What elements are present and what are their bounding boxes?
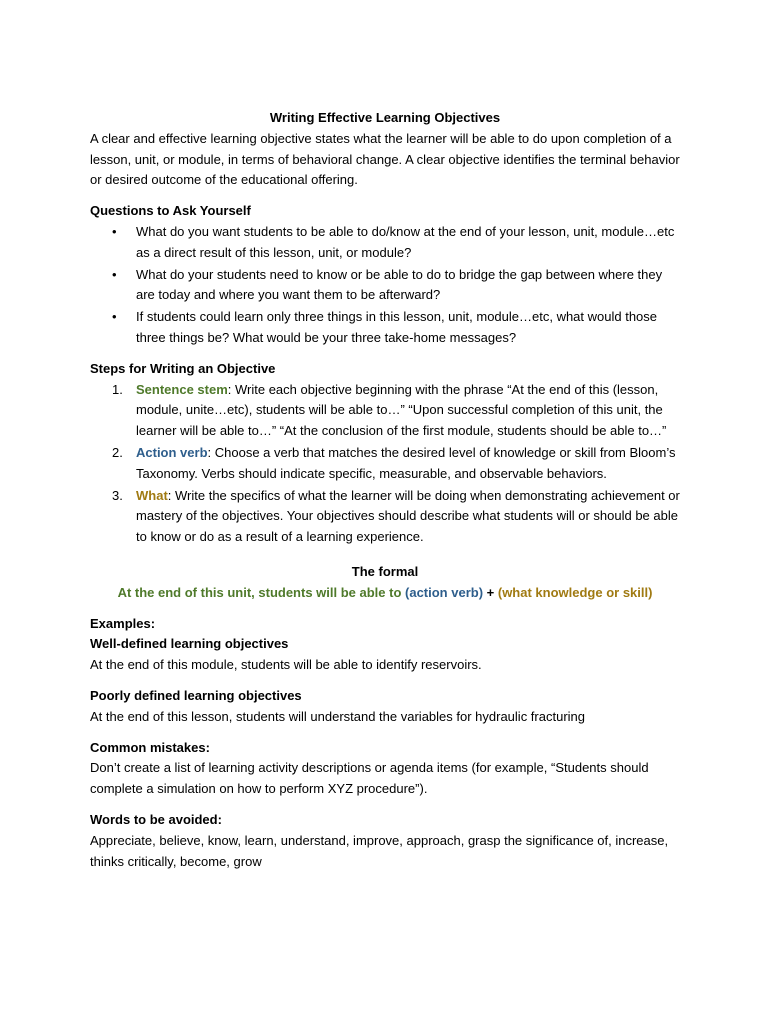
bullet-icon: • — [112, 223, 117, 239]
step-keyword-what: What — [136, 487, 168, 503]
steps-heading: Steps for Writing an Objective — [90, 360, 276, 376]
step-text: : Choose a verb that matches the desired level of knowledge or skill from Bloom’s Taxonomy. Verbs should indicate specific, measurable, and observable behaviors. — [136, 444, 676, 481]
step-text: : Write the specifics of what the learner will be doing when demonstrating achievement or mastery of the objectives. Your objectives should describe what students will or should be able to know or do as a result of a learning experience. — [136, 487, 680, 545]
formula-what: (what knowledge or skill) — [497, 584, 653, 600]
document-title: Writing Effective Learning Objectives — [269, 110, 501, 125]
well-defined-heading: Well-defined learning objectives — [90, 636, 289, 652]
formula-action-verb: (action verb) — [405, 584, 484, 600]
avoid-heading: Words to be avoided: — [90, 811, 222, 827]
formal-heading: The formal — [351, 563, 419, 579]
formal-formula — [50, 583, 720, 604]
bullet-icon: • — [112, 309, 117, 325]
question-text: What do your students need to know or be able to do to bridge the gap between where they are today and where you want them to be afterward? — [136, 266, 663, 303]
intro-paragraph: A clear and effective learning objective states what the learner will be able to do upon completion of a lesson, unit, or module, in terms of behavioral change. A clear objective identifies the terminal behavior or desired outcome of the educational offering. — [90, 130, 680, 188]
formula-stem: At the end of this unit, students will be able to — [117, 584, 406, 600]
well-defined-text: At the end of this module, students will be able to identify reservoirs. — [90, 657, 482, 673]
mistakes-heading: Common mistakes: — [90, 739, 210, 755]
questions-list — [90, 222, 680, 349]
step-number: 1. — [112, 381, 123, 397]
step-keyword-sentence-stem: Sentence stem — [136, 381, 228, 397]
question-text: What do you want students to be able to do/know at the end of your lesson, unit, module…etc as a direct result of this lesson, unit, or module? — [136, 223, 675, 260]
examples-heading: Examples: — [90, 615, 156, 631]
poorly-defined-heading: Poorly defined learning objectives — [90, 687, 302, 703]
list-item — [90, 380, 680, 442]
formula-plus: + — [483, 584, 498, 600]
step-number: 2. — [112, 444, 123, 460]
avoid-text: Appreciate, believe, know, learn, understand, improve, approach, grasp the significance of, increase, thinks critically, become, grow — [90, 832, 669, 869]
step-text: : Write each objective beginning with the phrase “At the end of this (lesson, module, unite…etc), students will be able to…” “Upon successful completion of this unit, the learner will be able to…” “At the conclusion of the first module, students should be able to…” — [136, 381, 667, 439]
poorly-defined-text: At the end of this lesson, students will understand the variables for hydraulic fracturing — [90, 708, 585, 724]
question-text: If students could learn only three things in this lesson, unit, module…etc, what would those three things be? What would be your three take-home messages? — [136, 309, 658, 345]
step-number: 3. — [112, 487, 123, 503]
mistakes-text: Don’t create a list of learning activity descriptions or agenda items (for example, “Students should complete a simulation on how to perform XYZ procedure”). — [90, 760, 649, 797]
list-item — [90, 443, 680, 485]
list-item — [90, 265, 680, 307]
list-item — [90, 486, 680, 548]
steps-list — [90, 380, 680, 548]
list-item — [90, 222, 680, 264]
document-body — [90, 108, 680, 872]
step-keyword-action-verb: Action verb — [136, 444, 208, 460]
questions-heading: Questions to Ask Yourself — [90, 203, 251, 219]
bullet-icon: • — [112, 266, 117, 282]
list-item — [90, 307, 680, 349]
